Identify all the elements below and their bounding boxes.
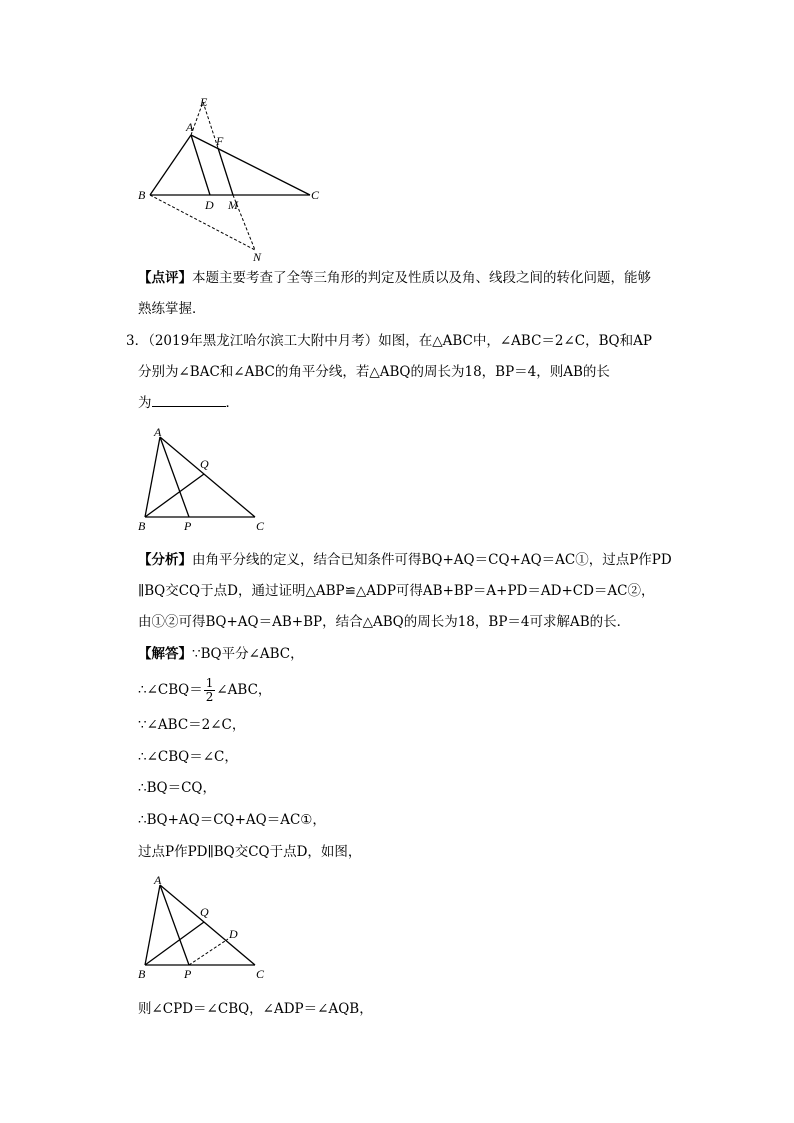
problem-line-3 [138, 393, 239, 413]
fraction-half [204, 677, 216, 704]
fig2-label-q: Q [200, 457, 209, 471]
problem-text-3: 为 [138, 395, 152, 411]
solution-step-4: ∴∠CBQ＝∠C， [138, 749, 238, 765]
solution-line-1 [138, 644, 304, 664]
fig2-label-a: A [154, 425, 162, 439]
problem-number: 3． [126, 333, 149, 349]
fig1-label-e: E [200, 95, 208, 109]
figure-1 [130, 90, 330, 265]
analysis-text-1: 由角平分线的定义，结合已知条件可得BQ+AQ＝CQ+AQ＝AC①，过点P作PD [192, 552, 672, 568]
solution-line-4 [138, 747, 238, 767]
solution-line-5 [138, 778, 216, 798]
solution-step-1: ∵BQ平分∠ABC， [192, 646, 304, 662]
fig3-label-q: Q [200, 905, 209, 919]
solution-step-6: ∴BQ+AQ＝CQ+AQ＝AC①， [138, 812, 326, 828]
analysis-line-2 [138, 581, 655, 601]
figure-2 [130, 422, 280, 537]
comment-line-2 [138, 299, 206, 319]
fig3-label-a: A [154, 873, 162, 887]
solution-line-2 [138, 677, 271, 704]
fig3-label-c: C [256, 967, 265, 981]
solution-step-7: 过点P作PD∥BQ交CQ于点D，如图， [138, 844, 362, 860]
fig1-label-b: B [138, 188, 146, 202]
analysis-line-3 [138, 612, 630, 632]
problem-line-1 [126, 331, 652, 351]
problem-source: （2019年黑龙江哈尔滨工大附中月考） [148, 333, 379, 349]
comment-tag: 【点评】 [138, 270, 192, 286]
solution-step-3: ∵∠ABC＝2∠C， [138, 717, 246, 733]
analysis-text-3: 由①②可得BQ+AQ＝AB+BP，结合△ABQ的周长为18，BP＝4可求解AB的长． [138, 614, 631, 630]
fig1-label-n: N [253, 250, 262, 264]
fig3-segment-ab [145, 885, 160, 965]
solution-tag: 【解答】 [138, 646, 192, 662]
solution-step-8: 则∠CPD＝∠CBQ，∠ADP＝∠AQB， [138, 1001, 373, 1017]
fraction-numerator: 1 [205, 676, 214, 690]
fig3-label-b: B [138, 967, 146, 981]
fig2-label-p: P [184, 519, 192, 533]
fraction-denominator: 2 [205, 690, 214, 704]
fig3-label-p: P [184, 967, 192, 981]
solution-step-2-post: ∠ABC， [216, 682, 272, 698]
fig1-segment-ac [191, 135, 310, 195]
fig1-label-a: A [186, 120, 194, 134]
fig1-label-f: F [216, 134, 224, 148]
figure-3 [130, 870, 280, 985]
comment-text-2: 熟练掌握． [138, 301, 206, 317]
analysis-text-2: ∥BQ交CQ于点D，通过证明△ABP≌△ADP可得AB+BP＝A+PD＝AD+CD＝AC②， [138, 583, 655, 599]
comment-line-1 [138, 268, 651, 288]
fig2-segment-ab [145, 437, 160, 517]
fig1-segment-ad [191, 135, 210, 195]
analysis-tag: 【分析】 [138, 552, 192, 568]
answer-blank [152, 393, 226, 407]
fig2-segment-bq [145, 474, 204, 517]
comment-text-1: 本题主要考查了全等三角形的判定及性质以及角、线段之间的转化问题，能够 [192, 270, 651, 286]
problem-text-1: 如图，在△ABC中，∠ABC＝2∠C，BQ和AP [378, 333, 652, 349]
solution-line-8 [138, 999, 373, 1019]
fig2-label-b: B [138, 519, 146, 533]
fig3-segment-bq [145, 922, 204, 965]
solution-line-3 [138, 715, 245, 735]
fig3-segment-pd [189, 939, 228, 965]
problem-text-3-end: ． [225, 395, 239, 411]
fig1-label-d: D [205, 198, 214, 212]
problem-line-2 [138, 362, 610, 382]
fig1-segment-ba [150, 135, 191, 195]
solution-line-7 [138, 842, 361, 862]
fig3-label-d: D [229, 927, 238, 941]
problem-text-2: 分别为∠BAC和∠ABC的角平分线，若△ABQ的周长为18，BP＝4，则AB的长 [138, 364, 610, 380]
solution-step-5: ∴BQ＝CQ， [138, 780, 216, 796]
fig1-label-m: M [228, 198, 238, 212]
solution-step-2-pre: ∴∠CBQ＝ [138, 682, 203, 698]
analysis-line-1 [138, 550, 672, 570]
fig1-label-c: C [311, 188, 320, 202]
fig2-label-c: C [256, 519, 265, 533]
solution-line-6 [138, 810, 326, 830]
fig1-segment-bn [150, 195, 255, 250]
